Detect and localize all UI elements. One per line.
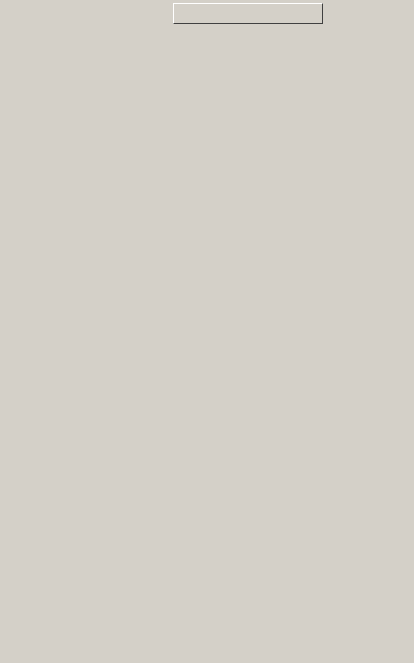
header bbox=[0, 0, 414, 28]
save-diet-log-button[interactable] bbox=[173, 3, 323, 24]
nutrition-grid bbox=[0, 28, 414, 663]
